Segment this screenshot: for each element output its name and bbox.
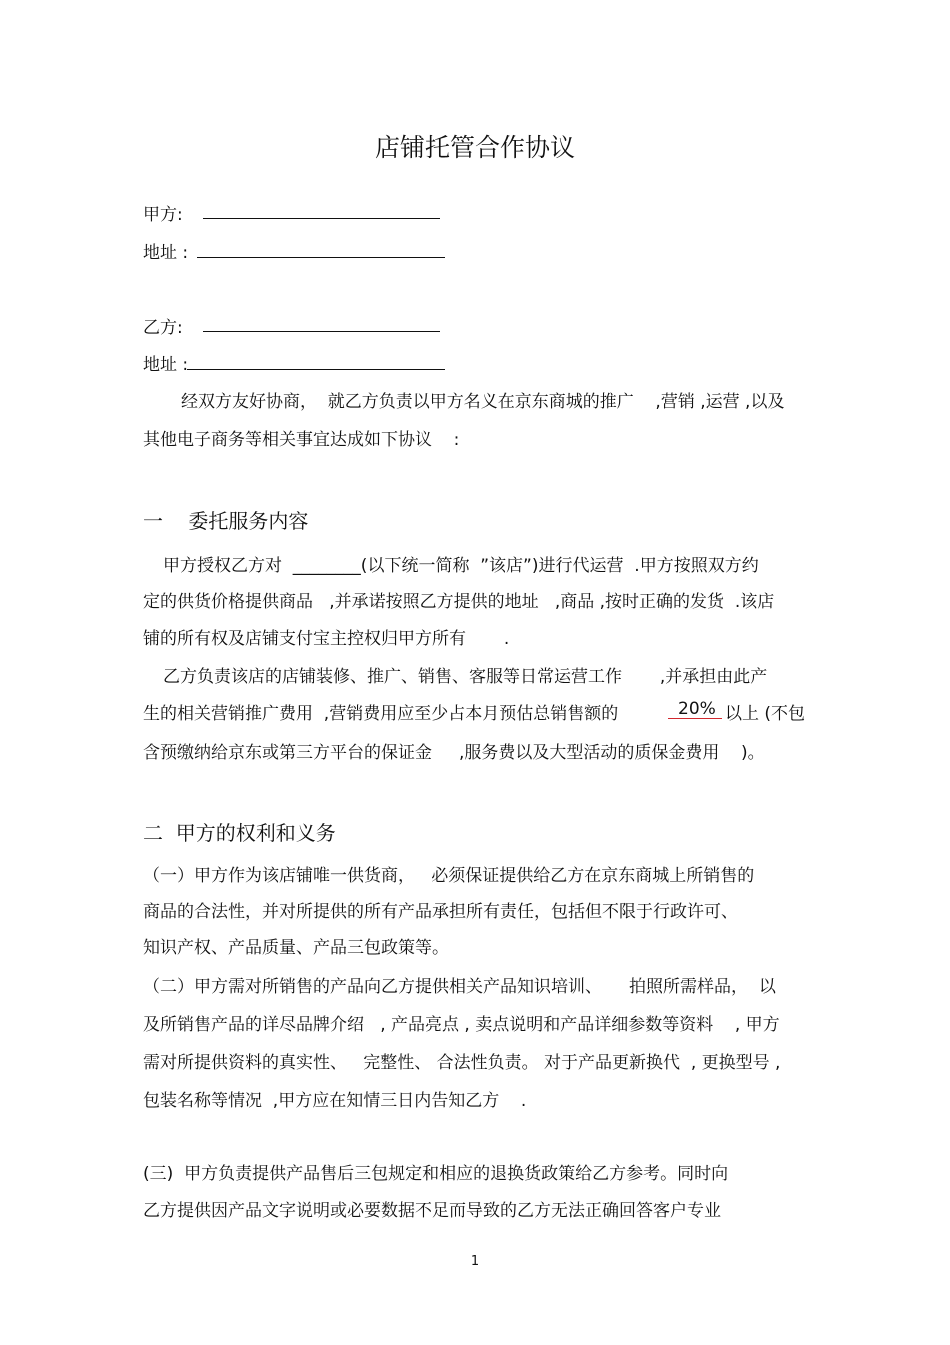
- section-2-paragraph-line: 及所销售产品的详尽品牌介绍 , 产品亮点 , 卖点说明和产品详细参数等资料 , 甲方: [143, 1015, 780, 1035]
- party-b-address-blank-line: [187, 369, 445, 370]
- section-1-heading: 一 委托服务内容: [143, 509, 309, 533]
- section-1-paragraph-line: 乙方负责该店的店铺装修、推广、销售、客服等日常运营工作 ,并承担由此产: [163, 667, 768, 687]
- party-b-blank-line: [203, 331, 440, 332]
- section-2-paragraph-line: 包装名称等情况 ,甲方应在知情三日内告知乙方 .: [143, 1091, 527, 1111]
- party-b-label: 乙方:: [143, 318, 183, 338]
- intro-line: 其他电子商务等相关事宜达成如下协议 :: [143, 430, 460, 450]
- page-number: 1: [470, 1254, 480, 1269]
- section-2-heading: 二 甲方的权利和义务: [143, 821, 336, 845]
- section-2-paragraph-line: 商品的合法性，并对所提供的所有产品承担所有责任，包括但不限于行政许可、: [143, 902, 738, 922]
- party-a-label: 甲方:: [143, 205, 183, 225]
- section-2-paragraph-line: 需对所提供资料的真实性、 完整性、 合法性负责。 对于产品更新换代 , 更换型号 ,: [143, 1053, 781, 1073]
- percent-underline: [668, 718, 722, 719]
- party-a-blank-line: [203, 218, 440, 219]
- section-1-paragraph-line: 生的相关营销推广费用 ,营销费用应至少占本月预估总销售额的: [143, 704, 619, 724]
- section-1-paragraph-line: 铺的所有权及店铺支付宝主控权归甲方所有 .: [143, 629, 510, 649]
- party-a-address-label: 地址 :: [143, 243, 189, 263]
- section-2-paragraph-line: 乙方提供因产品文字说明或必要数据不足而导致的乙方无法正确回答客户专业: [143, 1201, 721, 1221]
- section-2-paragraph-line: (三) 甲方负责提供产品售后三包规定和相应的退换货政策给乙方参考。同时向: [143, 1164, 729, 1184]
- party-a-address-blank-line: [197, 257, 445, 258]
- marketing-percent-value: 20%: [678, 699, 716, 719]
- section-2-paragraph-line: 知识产权、产品质量、产品三包政策等。: [143, 938, 449, 958]
- section-2-paragraph-line: （一）甲方作为该店铺唯一供货商， 必须保证提供给乙方在京东商城上所销售的: [143, 866, 755, 886]
- intro-line: 经双方友好协商， 就乙方负责以甲方名义在京东商城的推广 ,营销 ,运营 ,以及: [181, 392, 785, 412]
- section-1-paragraph-line: 含预缴纳给京东或第三方平台的保证金 ,服务费以及大型活动的质保金费用 )。: [143, 743, 765, 763]
- document-title: 店铺托管合作协议: [374, 133, 575, 162]
- section-1-paragraph-line: 甲方授权乙方对 ________(以下统一简称 ”该店”)进行代运营 .甲方按照双方约: [163, 556, 759, 576]
- section-1-paragraph-line: 以上 (不包: [725, 704, 806, 724]
- section-1-paragraph-line: 定的供货价格提供商品 ,并承诺按照乙方提供的地址 ,商品 ,按时正确的发货 .该店: [143, 592, 775, 612]
- section-2-paragraph-line: （二）甲方需对所销售的产品向乙方提供相关产品知识培训、 拍照所需样品， 以: [143, 977, 776, 997]
- party-b-address-label: 地址 :: [143, 355, 189, 375]
